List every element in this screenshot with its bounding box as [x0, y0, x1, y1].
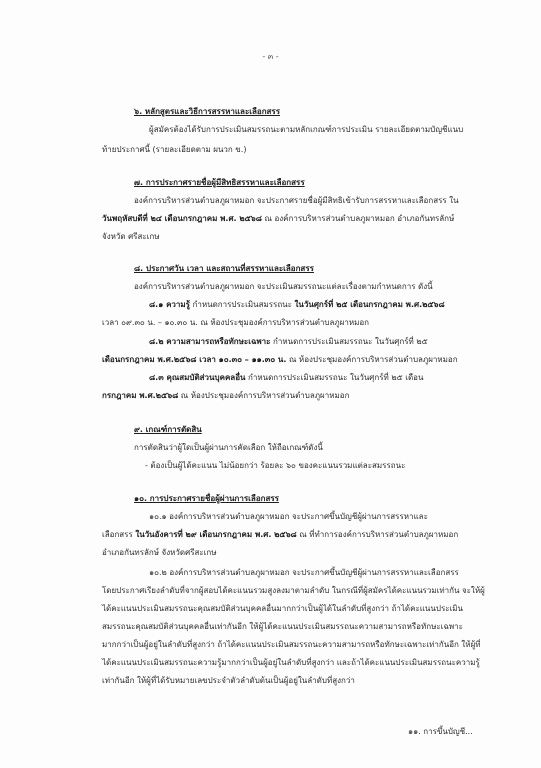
section-9-line-1: การตัดสินว่าผู้ใดเป็นผู้ผ่านการคัดเลือก ให้ถือเกณฑ์ดังนี้: [134, 443, 323, 452]
section-9-line-2: - ต้องเป็นผู้ได้คะแนน ไม่น้อยกว่า ร้อยละ ๖๐ ของคะแนนรวมแต่ละสมรรถนะ: [145, 461, 406, 470]
item-2-place: ณ ห้องประชุมองค์การบริหารส่วนตำบลภูผาหมอก: [286, 355, 458, 364]
item-1-title: ๘.๑ ความรู้: [149, 300, 190, 309]
item-3-title: ๘.๓ คุณสมบัติส่วนบุคคลอื่น: [149, 373, 246, 382]
section-8-item-2-line-2: [102, 355, 458, 365]
section-10-2-line-7: เท่ากันอีก ให้ผู้ที่ได้รับหมายเลขประจำตัวลำดับต้นเป็นผู้อยู่ในลำดับที่สูงกว่า: [102, 676, 355, 685]
section-8-item-1: [149, 300, 445, 310]
section-7-line-2-rest: ณ องค์การบริหารส่วนตำบลภูผาหมอก อำเภอกันทรลักษ์: [261, 214, 455, 223]
section-10-1-date: ในวันอังคารที่ ๒๙ เดือนกรกฎาคม พ.ศ. ๒๕๖๘: [135, 530, 297, 539]
section-10-2-line-4: สมรรถนะคุณสมบัติส่วนบุคคลอื่นเท่ากันอีก ให้ผู้ได้คะแนนประเมินสมรรถนะความสามารถหรือทักษะเฉพาะ: [102, 622, 463, 631]
section-7-line-1: องค์การบริหารส่วนตำบลภูผาหมอก จะประกาศรายชื่อผู้มีสิทธิเข้ารับการสรรหาและเลือกสรร ใน: [134, 196, 459, 205]
section-6-line-1: ผู้สมัครต้องได้รับการประเมินสมรรถนะตามหลักเกณฑ์การประเมิน รายละเอียดตามบัญชีแนบ: [149, 125, 464, 134]
item-2-title: ๘.๒ ความสามารถหรือทักษะเฉพาะ: [149, 337, 271, 346]
item-3-date: กรกฎาคม พ.ศ.๒๕๖๘: [102, 391, 179, 400]
section-10-2-line-5: มากกว่าเป็นผู้อยู่ในลำดับที่สูงกว่า ถ้าได้คะแนนประเมินสมรรถนะความสามารถหรือทักษะเฉพาะเท่ากันอีก ให้ผู้ที่: [102, 640, 481, 649]
section-7-date: วันพฤหัสบดีที่ ๒๔ เดือนกรกฎาคม พ.ศ. ๒๕๖๘: [102, 214, 262, 223]
section-6-heading: ๖. หลักสูตรและวิธีการสรรหาและเลือกสรร: [134, 107, 281, 116]
item-2-date: เดือนกรกฎาคม พ.ศ.๒๕๖๘ เวลา ๑๐.๓๐ – ๑๑.๓๐ น.: [102, 355, 287, 364]
page-number: - ๓ -: [262, 52, 279, 61]
item-2-text: กำหนดการประเมินสมรรถนะ ในวันศุกร์ที่ ๒๕: [270, 337, 428, 346]
section-7-heading: ๗. การประกาศรายชื่อผู้มีสิทธิสรรหาและเลือกสรร: [134, 178, 305, 187]
section-8-item-1-line-2: เวลา ๐๙.๓๐ น. – ๑๐.๓๐ น. ณ ห้องประชุมองค์การบริหารส่วนตำบลภูผาหมอก: [102, 318, 370, 327]
section-10-1-place: ณ ที่ทำการองค์การบริหารส่วนตำบลภูผาหมอก: [296, 530, 459, 539]
item-3-place: ณ ห้องประชุมองค์การบริหารส่วนตำบลภูผาหมอก: [178, 391, 350, 400]
section-8-item-3: [149, 373, 423, 383]
section-10-2-line-2: โดยประกาศเรียงลำดับที่จากผู้สอบได้คะแนนรวมสูงลงมาตามลำดับ ในกรณีที่ผู้สมัครได้คะแนนรวมเท่ากัน จะให้ผู้: [102, 586, 485, 595]
section-9-heading: ๙. เกณฑ์การตัดสิน: [134, 425, 202, 434]
section-10-1-line-2: [102, 530, 458, 540]
continuation-marker: ๑๑. การขึ้นบัญชี...: [408, 727, 473, 736]
section-10-2-line-6: ได้คะแนนประเมินสมรรถนะความรู้มากกว่าเป็นผู้อยู่ในลำดับที่สูงกว่า และถ้าได้คะแนนประเมินสมรรถนะความรู้: [102, 658, 480, 667]
section-10-1-prefix: เลือกสรร: [102, 530, 136, 539]
section-6-line-2: ท้ายประกาศนี้ (รายละเอียดตาม ผนวก ข.): [102, 145, 247, 154]
item-1-text: กำหนดการประเมินสมรรถนะ: [189, 300, 295, 309]
section-10-1-line-3: อำเภอกันทรลักษ์ จังหวัดศรีสะเกษ: [102, 548, 217, 557]
section-7-line-2: [102, 214, 454, 224]
section-8-heading: ๘. ประกาศวัน เวลา และสถานที่สรรหาและเลือกสรร: [134, 264, 314, 273]
section-10-2-line-3: ได้คะแนนประเมินสมรรถนะคุณสมบัติส่วนบุคคลอื่นมากกว่าเป็นผู้ได้ในลำดับที่สูงกว่า ถ้าได้คะแนนประเมิน: [102, 604, 464, 613]
section-10-1-line-1: ๑๐.๑ องค์การบริหารส่วนตำบลภูผาหมอก จะประกาศขึ้นบัญชีผู้ผ่านการสรรหาและ: [149, 512, 428, 521]
section-10-2-line-1: ๑๐.๒ องค์การบริหารส่วนตำบลภูผาหมอก จะประกาศขึ้นบัญชีผู้ผ่านการสรรหาและเลือกสรร: [149, 568, 459, 577]
item-3-text: กำหนดการประเมินสมรรถนะ ในวันศุกร์ที่ ๒๕ เดือน: [245, 373, 424, 382]
section-8-item-2: [149, 337, 428, 347]
section-8-item-3-line-2: [102, 391, 349, 401]
section-8-intro: องค์การบริหารส่วนตำบลภูผาหมอก จะประเมินสมรรถนะแต่ละเรื่องตามกำหนดการ ดังนี้: [134, 282, 433, 291]
item-1-date: ในวันศุกร์ที่ ๒๕ เดือนกรกฎาคม พ.ศ.๒๕๖๘: [294, 300, 445, 309]
section-10-heading: ๑๐. การประกาศรายชื่อผู้ผ่านการเลือกสรร: [134, 494, 279, 503]
section-7-line-3: จังหวัด ศรีสะเกษ: [102, 232, 160, 241]
